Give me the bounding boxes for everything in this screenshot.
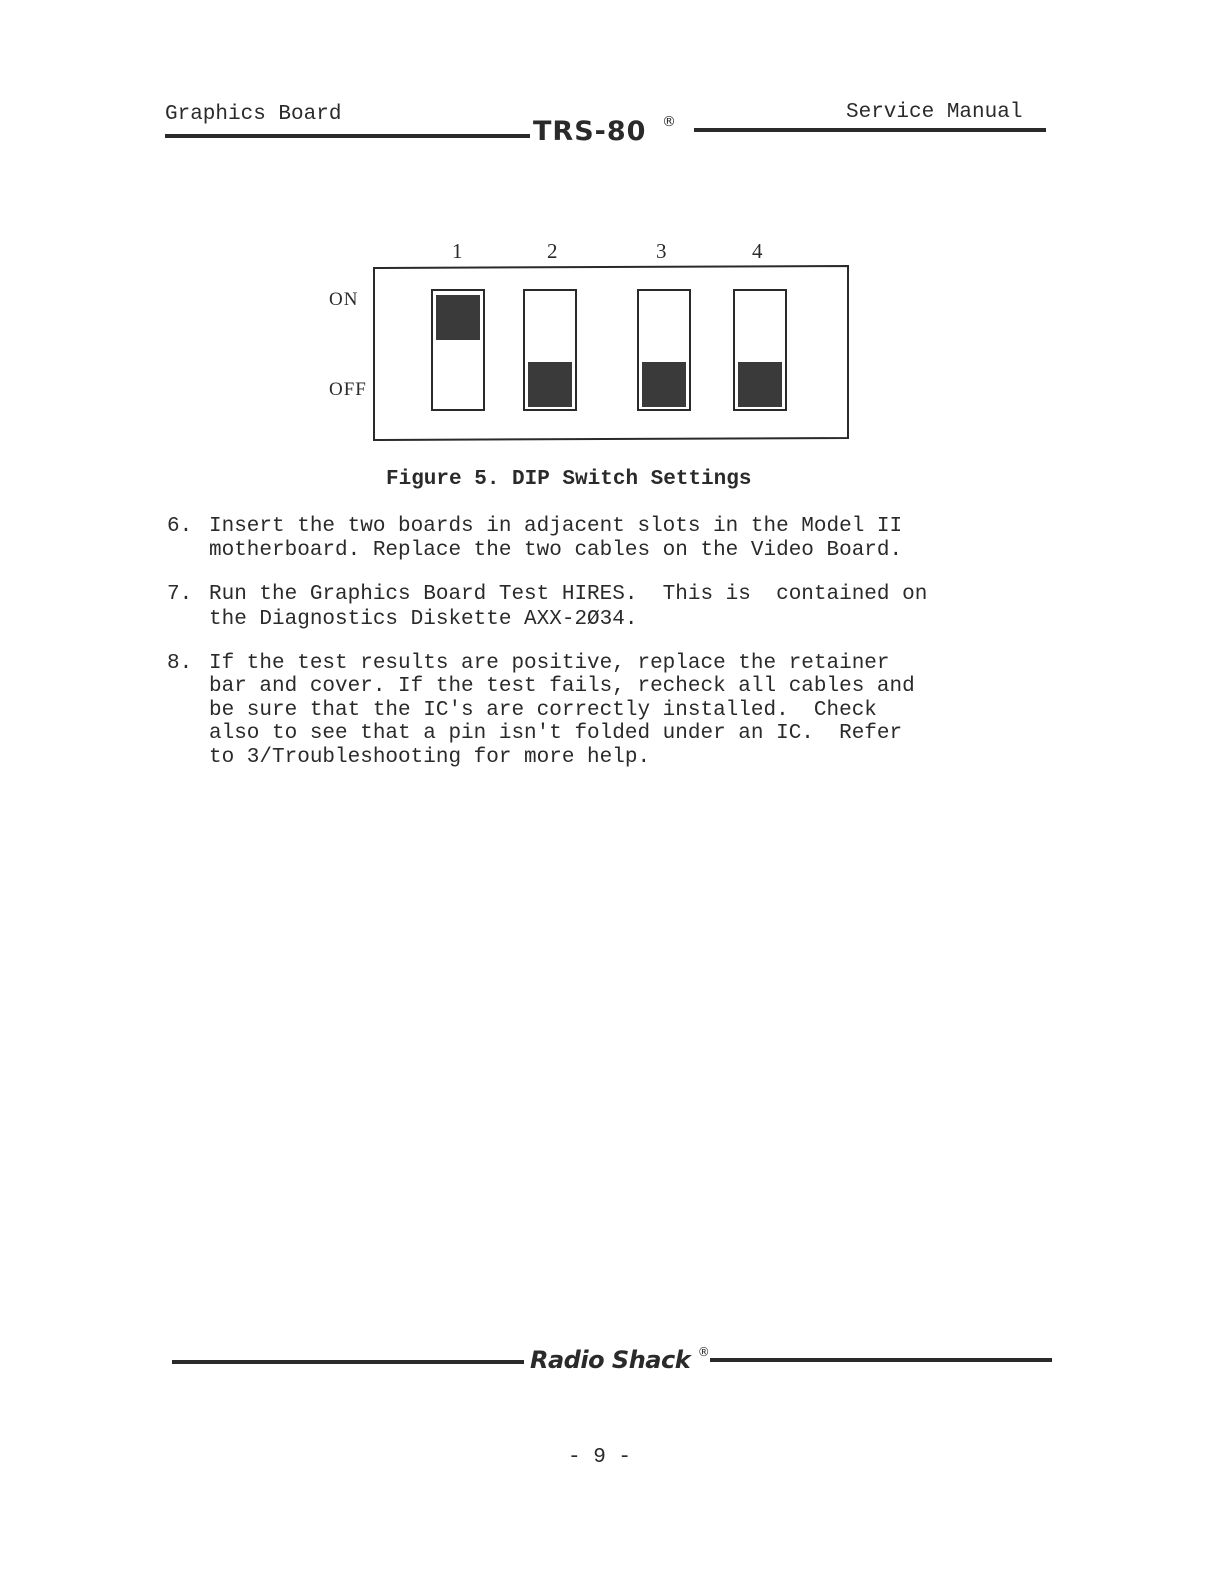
trs80-logo-text: TRS-80 <box>533 116 647 147</box>
radio-shack-logo <box>530 1346 712 1374</box>
step-line: be sure that the IC's are correctly installed. Check <box>209 699 877 722</box>
switch-knob-3 <box>642 362 686 407</box>
footer-rule-right <box>710 1358 1052 1362</box>
off-label: OFF <box>329 379 367 400</box>
switch-knob-1 <box>436 295 480 340</box>
step-line: Insert the two boards in adjacent slots in the Model II <box>209 515 903 538</box>
step-line: the Diagnostics Diskette AXX-2Ø34. <box>209 608 638 631</box>
registered-mark: ® <box>662 114 677 130</box>
step-line: also to see that a pin isn't folded under an IC. Refer <box>209 722 903 745</box>
header-left: Graphics Board <box>165 103 342 126</box>
switch-number-1: 1 <box>452 239 463 263</box>
dip-switch-diagram <box>360 258 860 448</box>
switch-number-2: 2 <box>547 239 558 263</box>
step-number: 6. <box>167 515 193 538</box>
on-label: ON <box>329 289 359 310</box>
step-line: If the test results are positive, replace the retainer <box>209 652 890 675</box>
header-rule-left <box>165 134 530 138</box>
step-line: motherboard. Replace the two cables on the Video Board. <box>209 539 903 562</box>
switch-number-4: 4 <box>752 239 763 263</box>
step-line: to 3/Troubleshooting for more help. <box>209 746 651 769</box>
switch-number-3: 3 <box>656 239 667 263</box>
switch-knob-4 <box>738 362 782 407</box>
trs80-logo <box>533 114 677 147</box>
step-number: 7. <box>167 583 193 606</box>
dip-switch-housing <box>374 266 848 440</box>
header-right: Service Manual <box>846 101 1023 124</box>
page-number: - 9 - <box>568 1446 632 1469</box>
header-rule-right <box>694 128 1046 132</box>
step-line: Run the Graphics Board Test HIRES. This is contained on <box>209 583 928 606</box>
step-number: 8. <box>167 652 193 675</box>
radio-shack-logo-text: Radio Shack <box>530 1346 691 1374</box>
footer-rule-left <box>172 1360 524 1364</box>
figure-caption: Figure 5. DIP Switch Settings <box>386 468 752 491</box>
switch-knob-2 <box>528 362 572 407</box>
step-line: bar and cover. If the test fails, recheck all cables and <box>209 675 915 698</box>
registered-mark: ® <box>697 1345 710 1359</box>
